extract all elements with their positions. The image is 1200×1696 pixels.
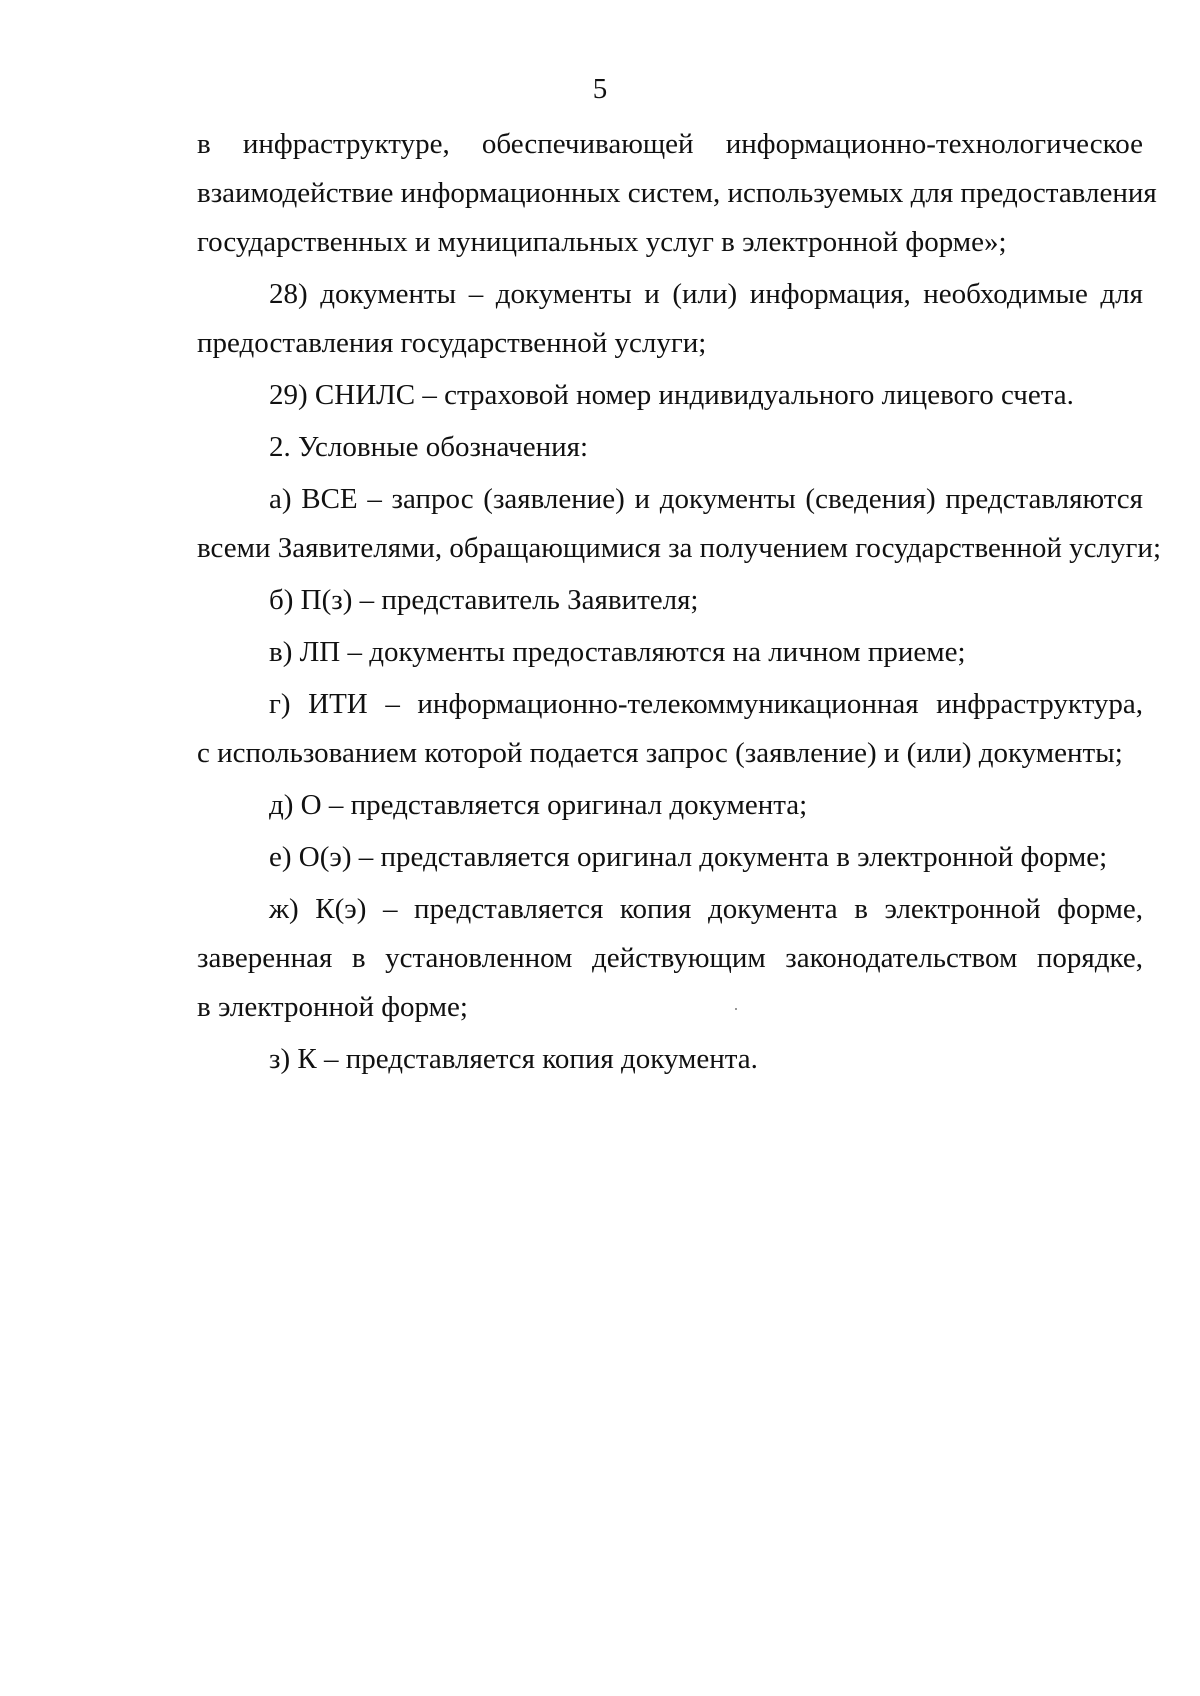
paragraph	[197, 120, 1157, 267]
list-item	[197, 576, 1143, 625]
text-line: 28) документы – документы и (или) информация, необходимые для	[269, 278, 1143, 310]
list-item	[197, 1035, 1143, 1084]
text-line: в инфраструктуре, обеспечивающей информационно-технологическое	[197, 128, 1143, 160]
text-line: 29) СНИЛС – страховой номер индивидуального лицевого счета.	[269, 379, 1074, 411]
text-line: д) О – представляется оригинал документа;	[269, 789, 808, 821]
list-item	[197, 628, 1143, 677]
text-line: е) О(э) – представляется оригинал документа в электронной форме;	[269, 841, 1108, 873]
text-line: предоставления государственной услуги;	[197, 327, 707, 359]
text-line: ж) К(э) – представляется копия документа в электронной форме,	[269, 893, 1143, 925]
text-line: з) К – представляется копия документа.	[269, 1043, 758, 1075]
list-item	[197, 885, 1143, 1032]
list-item	[197, 680, 1143, 778]
text-line: в) ЛП – документы предоставляются на личном приеме;	[269, 636, 966, 668]
section-heading	[197, 423, 1143, 472]
list-item	[197, 781, 1143, 830]
page-number: 5	[592, 73, 608, 105]
paragraph	[197, 371, 1143, 420]
text-line: в электронной форме;	[197, 991, 468, 1023]
text-line: 2. Условные обозначения:	[269, 431, 589, 463]
text-line: б) П(з) – представитель Заявителя;	[269, 584, 699, 616]
text-line: а) ВСЕ – запрос (заявление) и документы (сведения) представляются	[269, 483, 1143, 515]
text-line: всеми Заявителями, обращающимися за получением государственной услуги;	[197, 532, 1161, 564]
document-body	[197, 120, 1161, 1084]
text-line: с использованием которой подается запрос (заявление) и (или) документы;	[197, 737, 1123, 769]
text-line: государственных и муниципальных услуг в электронной форме»;	[197, 226, 1007, 258]
text-line: заверенная в установленном действующим законодательством порядке,	[197, 942, 1143, 974]
paragraph	[197, 270, 1143, 368]
list-item	[197, 833, 1143, 882]
scan-speck	[735, 1008, 737, 1010]
list-item	[197, 475, 1161, 573]
text-line: взаимодействие информационных систем, используемых для предоставления	[197, 177, 1157, 209]
text-line: г) ИТИ – информационно-телекоммуникационная инфраструктура,	[269, 688, 1143, 720]
